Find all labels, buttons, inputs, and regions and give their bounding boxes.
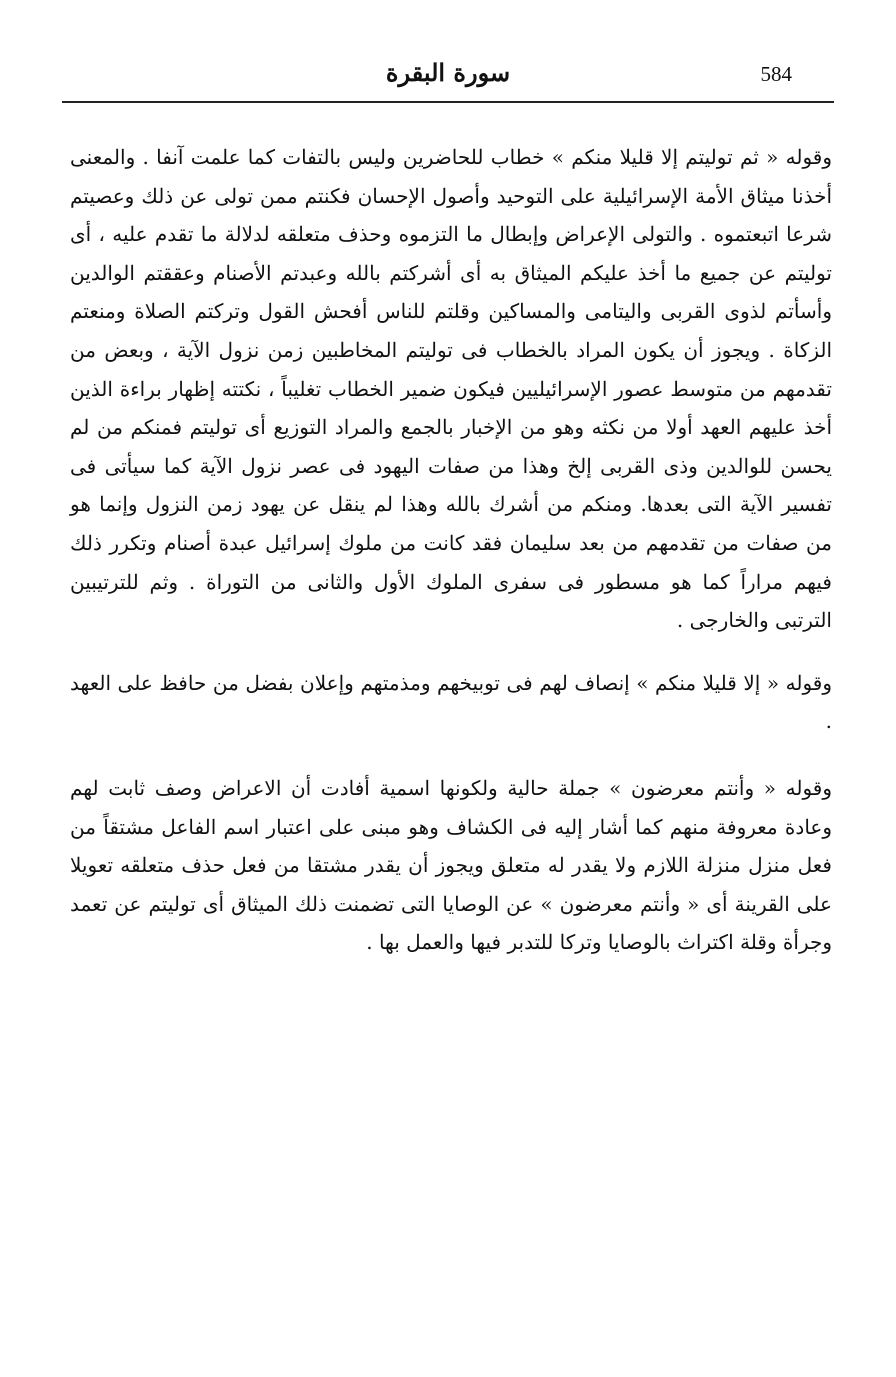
page-number: 584: [760, 62, 792, 86]
paragraph-2: وقوله « إلا قليلا منكم » إنصاف لهم فى توبيخهم ومذمتهم وإعلان بفضل من حافظ على العهد .: [70, 670, 832, 734]
paragraph-1: وقوله « ثم توليتم إلا قليلا منكم » خطاب للحاضرين وليس بالتفات كما علمت آنفا . والمعنى أخذنا ميثاق الأمة الإسرائيلية على التوحيد وأصول الإحسان فكنتم ممن تولى عن ذلك وعصيتم شرعا اتبعتموه . والتولى الإعراض وإبطال ما التزموه وحذف متعلقه لدلالة ما تقدم عليه ، أى توليتم عن جميع ما أخذ عليكم الميثاق به أى أشركتم بالله وعبدتم الأصنام وعققتم الوالدين وأسأتم لذوى القربى واليتامى والمساكين وقلتم للناس أفحش القول وتركتم الصلاة ومنعتم الزكاة . ويجوز أن يكون المراد بالخطاب فى توليتم المخاطبين زمن نزول الآية ، وبعض من تقدمهم من متوسط عصور الإسرائيليين فيكون ضمير الخطاب تغليباً ، نكتته إظهار براءة الذين أخذ عليهم العهد أولا من نكثه وهو من الإخبار بالجمع والمراد التوزيع أى توليتم فمنكم من لم يحسن للوالدين وذى القربى إلخ وهذا من صفات اليهود فى عصر نزول الآية كما سيأتى فى تفسير الآية التى بعدها. ومنكم من أشرك بالله وهذا لم ينقل عن يهود زمن النزول وإنما هو من صفات من تقدمهم من بعد سليمان فقد كانت من ملوك إسرائيل عبدة أصنام وتكرر ذلك فيهم مراراً كما هو مسطور فى سفرى الملوك الأول والثانى من التوراة . وثم للترتيبين الترتبى والخارجى .: [70, 145, 832, 633]
body-text: [70, 138, 832, 962]
paragraph-3: وقوله « وأنتم معرضون » جملة حالية ولكونها اسمية أفادت أن الاعراض وصف ثابت لهم وعادة معروفة منهم كما أشار إليه فى الكشاف وهو مبنى على اعتبار اسم الفاعل مشتقاً من فعل منزل منزلة اللازم ولا يقدر له متعلق ويجوز أن يقدر مشتقا من فعل حذف متعلقه تعويلا على القرينة أى « وأنتم معرضون » عن الوصايا التى تضمنت ذلك الميثاق أى توليتم عن تعمد وجرأة وقلة اكتراث بالوصايا وتركا للتدبر فيها والعمل بها .: [70, 775, 832, 955]
header-rule: [62, 101, 834, 103]
running-title: سورة البقرة: [385, 58, 511, 87]
page-header: [62, 48, 834, 100]
